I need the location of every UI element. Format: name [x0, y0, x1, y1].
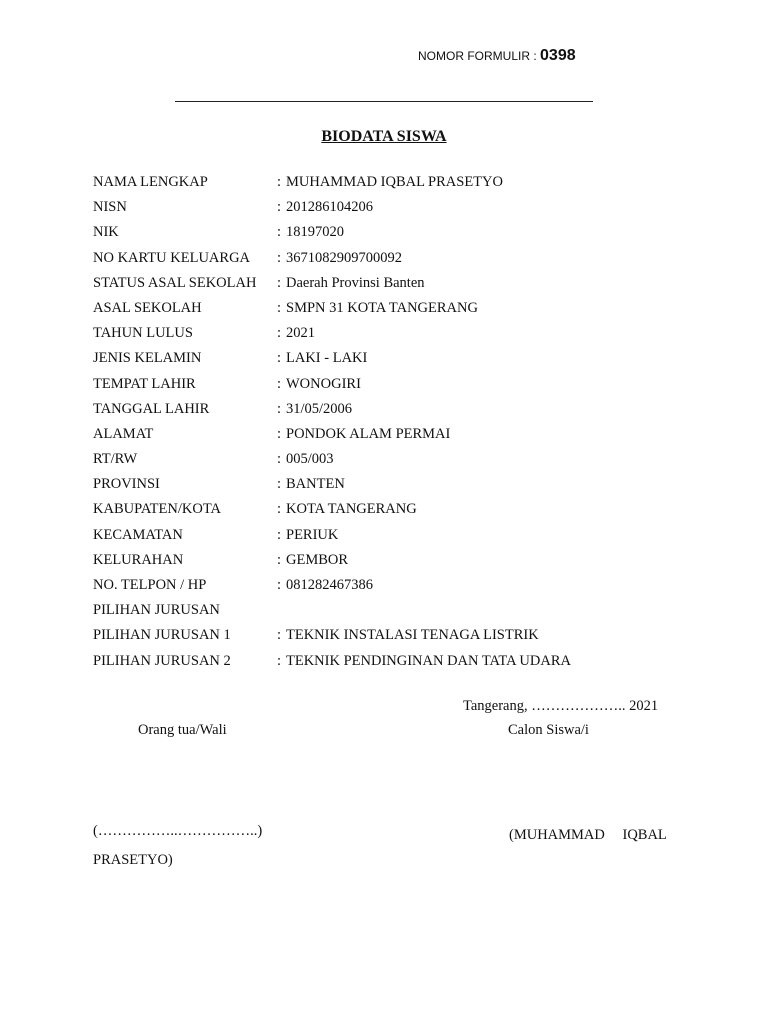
- student-signature-line1: (MUHAMMAD IQBAL: [509, 827, 667, 843]
- field-row: [93, 195, 693, 220]
- field-colon: :: [277, 526, 282, 543]
- field-row: [93, 346, 693, 371]
- field-value: 201286104206: [286, 199, 373, 216]
- field-row: [93, 573, 693, 598]
- field-row: [93, 548, 693, 573]
- form-number-value: 0398: [540, 47, 576, 64]
- field-value: LAKI - LAKI: [286, 350, 368, 367]
- place-date: Tangerang, ……………….. 2021: [463, 698, 659, 714]
- parent-signature-line: (……………..……………..): [93, 823, 263, 839]
- field-colon: :: [277, 652, 282, 669]
- header-divider: [175, 101, 593, 102]
- field-row: [93, 397, 693, 422]
- field-colon: :: [277, 425, 282, 442]
- field-row: [93, 220, 693, 245]
- student-candidate-label: Calon Siswa/i: [508, 722, 589, 738]
- form-number-label: NOMOR FORMULIR :: [418, 49, 537, 63]
- field-colon: :: [277, 299, 282, 316]
- field-row: [93, 271, 693, 296]
- field-colon: :: [277, 400, 282, 417]
- field-label: KELURAHAN: [93, 551, 184, 568]
- field-colon: :: [277, 249, 282, 266]
- field-row: [93, 372, 693, 397]
- field-row: [93, 523, 693, 548]
- student-signature-line2: PRASETYO): [93, 852, 173, 868]
- field-colon: :: [277, 451, 282, 468]
- field-value: KOTA TANGERANG: [286, 501, 417, 518]
- field-colon: :: [277, 174, 282, 190]
- field-label: JENIS KELAMIN: [93, 350, 202, 367]
- field-colon: :: [277, 627, 282, 644]
- field-label: NO KARTU KELUARGA: [93, 249, 251, 266]
- page-title: BIODATA SISWA: [321, 128, 447, 145]
- field-value: 2021: [286, 325, 315, 342]
- field-label: RT/RW: [93, 451, 138, 468]
- field-colon: :: [277, 199, 282, 216]
- field-label: PROVINSI: [93, 476, 160, 493]
- field-colon: :: [277, 476, 282, 493]
- field-label: PILIHAN JURUSAN: [93, 602, 220, 619]
- field-label: NO. TELPON / HP: [93, 577, 207, 593]
- field-row: [93, 598, 693, 623]
- field-label: TEMPAT LAHIR: [93, 375, 196, 392]
- field-label: STATUS ASAL SEKOLAH: [93, 274, 257, 291]
- field-label: KECAMATAN: [93, 526, 183, 543]
- field-row: [93, 447, 693, 472]
- field-label: ASAL SEKOLAH: [93, 299, 202, 316]
- field-value: 005/003: [286, 451, 334, 468]
- field-value: TEKNIK PENDINGINAN DAN TATA UDARA: [286, 652, 571, 669]
- field-label: NIK: [93, 224, 119, 241]
- field-colon: :: [277, 224, 282, 241]
- field-colon: :: [277, 274, 282, 291]
- field-label: NISN: [93, 199, 127, 216]
- field-value: TEKNIK INSTALASI TENAGA LISTRIK: [286, 627, 539, 644]
- field-row: [93, 246, 693, 271]
- field-value: 081282467386: [286, 577, 373, 593]
- field-row: [93, 497, 693, 522]
- field-row: [93, 321, 693, 346]
- biodata-fields: [93, 170, 693, 674]
- field-label: KABUPATEN/KOTA: [93, 501, 222, 518]
- field-label: NAMA LENGKAP: [93, 174, 208, 190]
- parent-guardian-label: Orang tua/Wali: [138, 722, 227, 738]
- field-value: BANTEN: [286, 476, 345, 493]
- field-colon: :: [277, 501, 282, 518]
- field-label: PILIHAN JURUSAN 2: [93, 652, 231, 669]
- field-colon: :: [277, 325, 282, 342]
- field-value: 31/05/2006: [286, 400, 353, 417]
- field-row: [93, 170, 693, 195]
- form-number: [418, 47, 576, 65]
- field-value: Daerah Provinsi Banten: [286, 274, 425, 291]
- field-value: WONOGIRI: [286, 375, 361, 392]
- field-value: GEMBOR: [286, 551, 349, 568]
- field-value: 18197020: [286, 224, 344, 241]
- field-value: PERIUK: [286, 526, 339, 543]
- field-label: TANGGAL LAHIR: [93, 400, 210, 417]
- field-colon: :: [277, 375, 282, 392]
- field-row: [93, 422, 693, 447]
- field-row: [93, 296, 693, 321]
- field-label: PILIHAN JURUSAN 1: [93, 627, 231, 644]
- field-value: 3671082909700092: [286, 249, 402, 266]
- field-value: MUHAMMAD IQBAL PRASETYO: [286, 174, 503, 190]
- field-colon: :: [277, 577, 282, 593]
- field-colon: :: [277, 350, 282, 367]
- field-row: [93, 623, 693, 648]
- field-row: [93, 649, 693, 674]
- field-value: SMPN 31 KOTA TANGERANG: [286, 299, 478, 316]
- field-value: PONDOK ALAM PERMAI: [286, 425, 451, 442]
- field-label: ALAMAT: [93, 425, 154, 442]
- field-colon: :: [277, 551, 282, 568]
- field-row: [93, 472, 693, 497]
- field-label: TAHUN LULUS: [93, 325, 193, 342]
